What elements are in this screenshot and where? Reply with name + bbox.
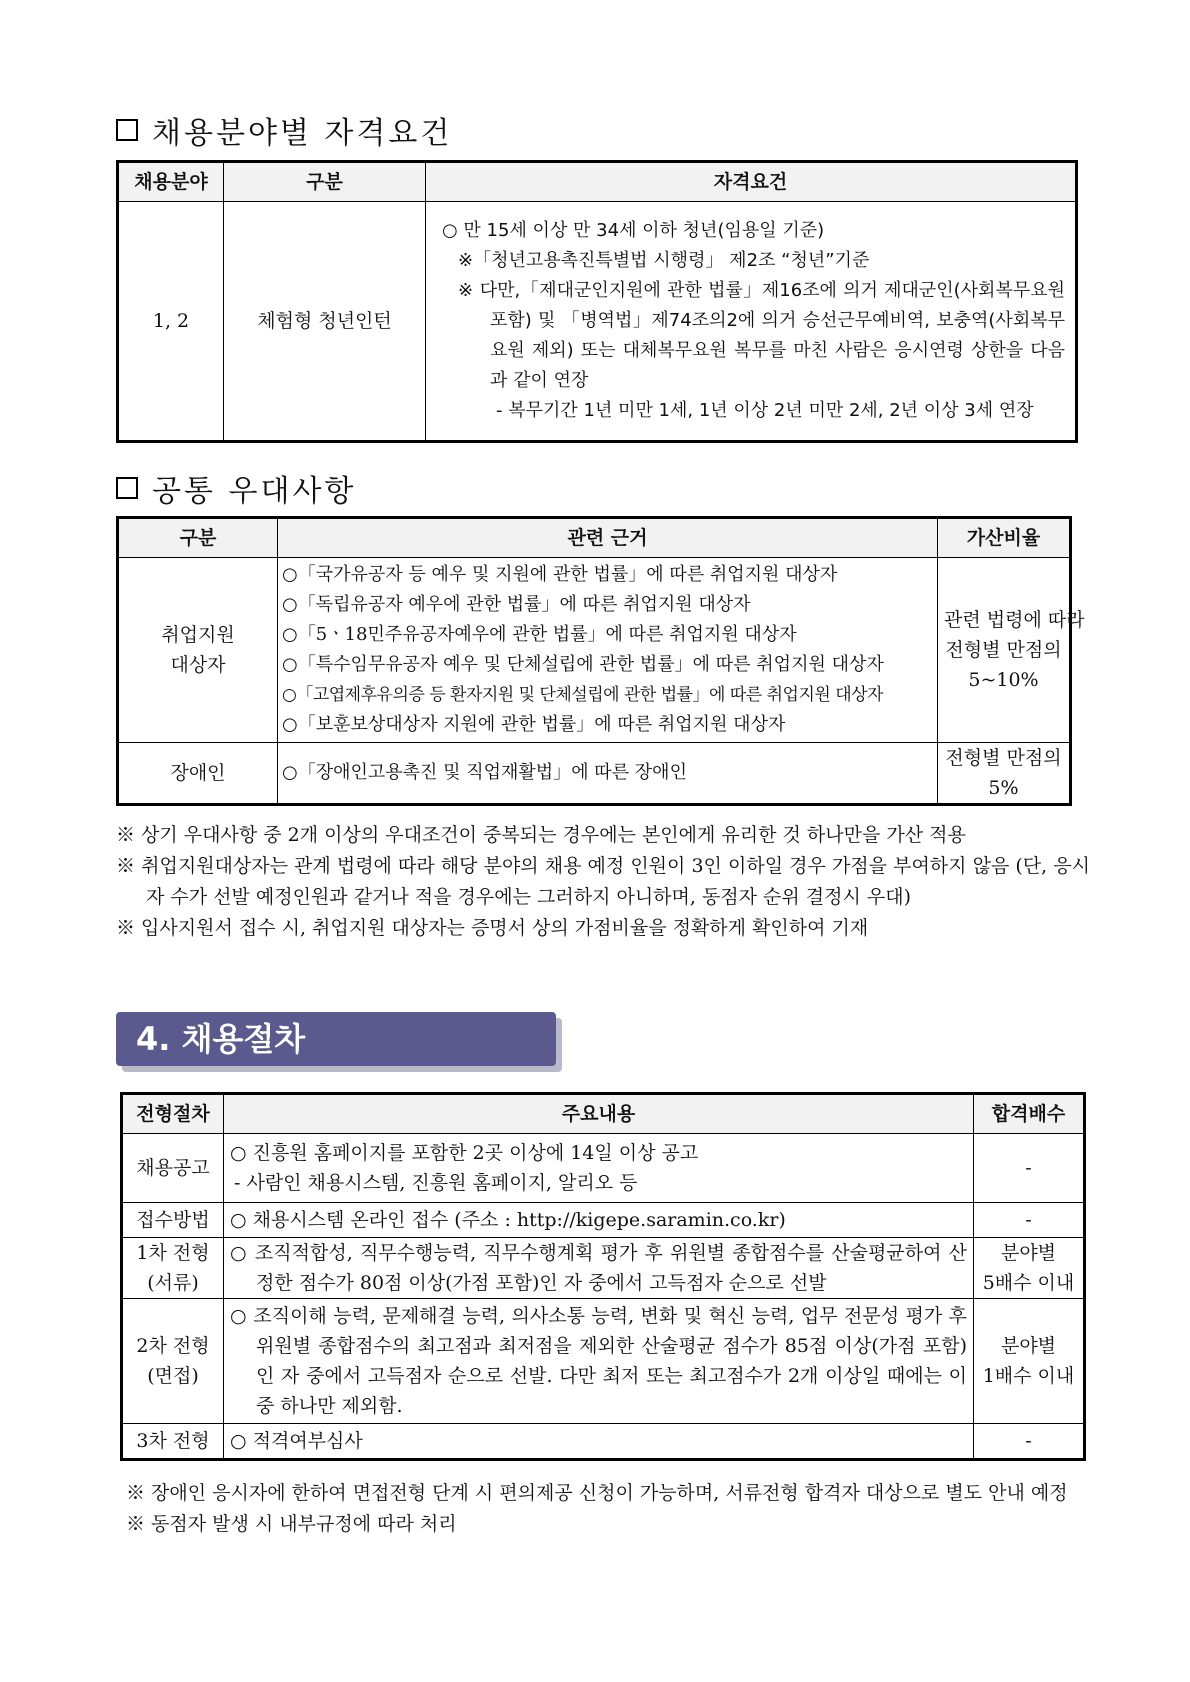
content-line: ○ 적격여부심사 [230,1430,363,1452]
category-cell: 장애인 [118,743,278,805]
content-line: ○ 진흥원 홈페이지를 포함한 2곳 이상에 14일 이상 공고 [230,1142,699,1164]
rate-cell [938,558,1085,743]
content-cell [224,1299,974,1424]
content-line: - 사람인 채용시스템, 진흥원 홈페이지, 알리오 등 [234,1172,638,1194]
basis-line: ○「장애인고용촉진 및 직업재활법」에 따른 장애인 [282,762,687,783]
stage-cell: 채용공고 [122,1134,224,1203]
content-line: ○ 조직이해 능력, 문제해결 능력, 의사소통 능력, 변화 및 혁신 능력, 업무 전문성 평가 후 위원별 종합점수의 최고점과 최저점을 제외한 산술평균 점수가 85점 이상(가점 포함)인 자 중에서 고득점자 순으로 선발. 다만 최저 또는 최고점수가 2개 이상일 때에는 이 중 하나만 제외함. [230,1305,967,1417]
preferences-table [116,516,1085,806]
section-preferences-heading [116,466,356,510]
multiple-cell: 분야별 1배수 이내 [974,1299,1085,1424]
procedure-table [120,1092,1086,1461]
basis-line: ○「특수임무유공자 예우 및 단체설립에 관한 법률」에 따른 취업지원 대상자 [282,654,884,675]
stage-cell: 3차 전형 [122,1424,224,1460]
note-item: ※ 취업지원대상자는 관계 법령에 따라 해당 분야의 채용 예정 인원이 3인 이하일 경우 가점을 부여하지 않음 (단, 응시자 수가 선발 예정인원과 같거나 적을 경우에는 그러하지 아니하며, 동점자 순위 결정시 우대) [116,855,1090,908]
col-header: 주요내용 [224,1094,974,1134]
content-line: ○ 채용시스템 온라인 접수 (주소 : http://kigepe.saramin.co.kr) [230,1209,786,1231]
procedure-notes [126,1478,1090,1540]
checkbox-square-icon [116,119,138,141]
qualification-line: - 복무기간 1년 미만 1세, 1년 이상 2년 미만 2세, 2년 이상 3세 연장 [496,400,1034,421]
multiple-cell: - [974,1424,1085,1460]
rate-line: 5~10% [968,669,1039,691]
col-header: 합격배수 [974,1094,1085,1134]
basis-line: ○「보훈보상대상자 지원에 관한 법률」에 따른 취업지원 대상자 [282,714,786,735]
basis-line: ○「국가유공자 등 예우 및 지원에 관한 법률」에 따른 취업지원 대상자 [282,564,838,585]
preferences-notes [116,820,1090,944]
basis-line: ○「5ㆍ18민주유공자예우에 관한 법률」에 따른 취업지원 대상자 [282,624,797,645]
section-qualifications-heading [116,108,452,152]
multiple-cell: 분야별 5배수 이내 [974,1238,1085,1299]
col-header: 자격요건 [426,162,1077,202]
hiring-procedure-banner: 4. 채용절차 [116,1012,556,1066]
section-title: 채용분야별 자격요건 [152,116,453,151]
qualification-line: ○ 만 15세 이상 만 34세 이하 청년(임용일 기준) [442,220,825,241]
basis-cell [278,558,938,743]
content-cell [224,1238,974,1299]
multiple-cell: - [974,1134,1085,1203]
note-item: ※ 상기 우대사항 중 2개 이상의 우대조건이 중복되는 경우에는 본인에게 유리한 것 하나만을 가산 적용 [116,824,966,846]
rate-cell [938,743,1071,805]
field-cell: 1, 2 [118,202,224,442]
content-cell [224,1203,974,1238]
basis-line: ○「독립유공자 예우에 관한 법률」에 따른 취업지원 대상자 [282,594,751,615]
note-item: ※ 입사지원서 접수 시, 취업지원 대상자는 증명서 상의 가점비율을 정확하게 확인하여 기재 [116,917,869,939]
rate-line: 전형별 만점의 [945,747,1062,769]
content-line: ○ 조직적합성, 직무수행능력, 직무수행계획 평가 후 위원별 종합점수를 산술평균하여 산정한 점수가 80점 이상(가점 포함)인 자 중에서 고득점자 순으로 선발 [230,1242,967,1294]
content-cell [224,1424,974,1460]
qualification-line: ※「청년고용촉진특별법 시행령」 제2조 “청년”기준 [458,250,870,271]
col-header: 가산비율 [938,518,1071,558]
col-header: 구분 [118,518,278,558]
stage-cell: 1차 전형 (서류) [122,1238,224,1299]
col-header: 구분 [224,162,426,202]
rate-line: 5% [988,777,1019,799]
col-header: 관련 근거 [278,518,938,558]
note-item: ※ 장애인 응시자에 한하여 면접전형 단계 시 편의제공 신청이 가능하며, 서류전형 합격자 대상으로 별도 안내 예정 [126,1482,1068,1504]
checkbox-square-icon [116,477,138,499]
col-header: 채용분야 [118,162,224,202]
col-header: 전형절차 [122,1094,224,1134]
stage-cell: 2차 전형 (면접) [122,1299,224,1424]
rate-line: 전형별 만점의 [945,639,1062,661]
note-item: ※ 동점자 발생 시 내부규정에 따라 처리 [126,1513,457,1535]
category-cell: 체험형 청년인턴 [224,202,426,442]
rate-line: 관련 법령에 따라 [944,609,1085,631]
multiple-cell: - [974,1203,1085,1238]
qualification-cell [426,202,1077,442]
qualification-line: ※ 다만,「제대군인지원에 관한 법률」제16조에 의거 제대군인(사회복무요원 포함) 및 「병역법」제74조의2에 의거 승선근무예비역, 보충역(사회복무요원 제외) 또는 대체복무요원 복무를 마친 사람은 응시연령 상한을 다음과 같이 연장 [458,280,1065,391]
basis-line: ○「고엽제후유의증 등 환자지원 및 단체설립에 관한 법률」에 따른 취업지원 대상자 [282,685,883,705]
category-cell: 취업지원 대상자 [118,558,278,743]
stage-cell: 접수방법 [122,1203,224,1238]
qualifications-table [116,160,1078,443]
section-title: 공통 우대사항 [152,474,357,509]
basis-cell [278,743,938,805]
content-cell [224,1134,974,1203]
